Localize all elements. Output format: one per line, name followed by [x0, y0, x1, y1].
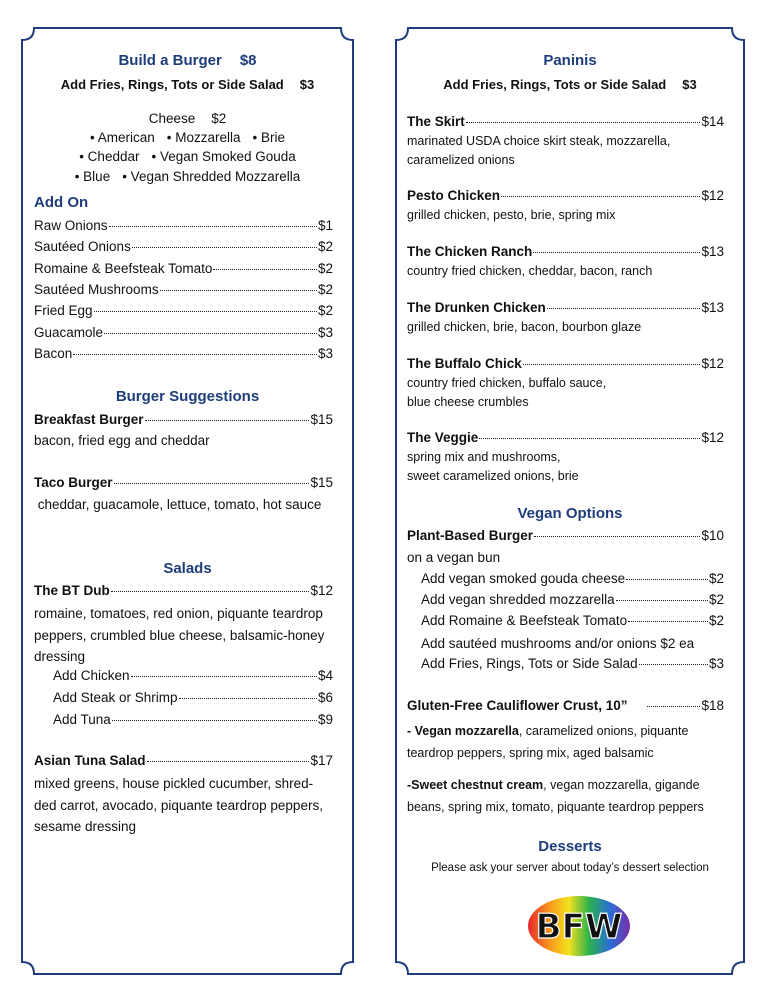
crust-option-2: -Sweet chestnut cream, vegan mozzarella, gigande beans, spring mix, tomato, piquante teardrop peppers	[407, 778, 704, 814]
addon-item: Bacon $3	[34, 346, 333, 361]
paninis-sides: Add Fries, Rings, Tots or Side Salad $3	[443, 77, 697, 92]
item-description: grilled chicken, pesto, brie, spring mix	[407, 208, 616, 222]
addon-item: Guacamole $3	[34, 325, 333, 340]
vegan-add-item: Add Romaine & Beefsteak Tomato $2	[421, 613, 724, 628]
menu-item-the-skirt: The Skirt $14	[407, 114, 724, 129]
cheese-row-3: • Blue • Vegan Shredded Mozzarella	[74, 169, 301, 184]
item-description: romaine, tomatoes, red onion, piquante teardrop peppers, crumbled blue cheese, balsamic-honey dressing	[34, 606, 325, 664]
menu-item-taco-burger: Taco Burger $15	[34, 475, 333, 490]
burger-suggestions-heading: Burger Suggestions	[115, 388, 260, 405]
addon-item: Sautéed Onions $2	[34, 239, 333, 254]
item-description: grilled chicken, brie, bacon, bourbon glaze	[407, 320, 642, 334]
vegan-add-item: Add Fries, Rings, Tots or Side Salad $3	[421, 656, 724, 671]
bfw-logo	[526, 894, 632, 958]
menu-item-drunken-chicken: The Drunken Chicken $13	[407, 300, 724, 315]
item-description: marinated USDA choice skirt steak, mozzarella, caramelized onions	[407, 134, 671, 167]
menu-item-breakfast-burger: Breakfast Burger $15	[34, 412, 333, 427]
add-on-heading: Add On	[34, 194, 89, 211]
item-description: bacon, fried egg and cheddar	[34, 433, 210, 448]
left-menu-panel	[20, 26, 355, 976]
item-description: country fried chicken, cheddar, bacon, ranch	[407, 264, 653, 278]
svg-text:BFW: BFW	[535, 907, 623, 947]
salad-add-item: Add Tuna $9	[53, 712, 333, 727]
addon-item: Sautéed Mushrooms $2	[34, 282, 333, 297]
build-a-burger-sides: Add Fries, Rings, Tots or Side Salad $3	[60, 77, 315, 92]
vegan-options-heading: Vegan Options	[517, 505, 623, 522]
menu-item-buffalo-chick: The Buffalo Chick $12	[407, 356, 724, 371]
menu-item-gluten-free-crust: Gluten-Free Cauliflower Crust, 10” $18	[407, 698, 724, 713]
crust-option-1: - Vegan mozzarella, caramelized onions, piquante teardrop peppers, spring mix, aged balsamic	[407, 724, 689, 760]
menu-item-bt-dub: The BT Dub $12	[34, 583, 333, 598]
addon-item: Raw Onions $1	[34, 218, 333, 233]
addon-item: Fried Egg $2	[34, 303, 333, 318]
item-description: country fried chicken, buffalo sauce, blue cheese crumbles	[407, 376, 607, 409]
salads-heading: Salads	[163, 560, 212, 577]
vegan-add-item: Add vegan smoked gouda cheese $2	[421, 571, 724, 586]
cheese-heading: Cheese $2	[148, 111, 227, 126]
build-a-burger-title: Build a Burger $8	[118, 52, 257, 69]
vegan-add-item: Add sautéed mushrooms and/or onions $2 ea	[421, 636, 695, 651]
item-description: cheddar, guacamole, lettuce, tomato, hot sauce	[34, 497, 322, 512]
menu-item-the-veggie: The Veggie $12	[407, 430, 724, 445]
salad-add-item: Add Steak or Shrimp $6	[53, 690, 333, 705]
salad-add-item: Add Chicken $4	[53, 668, 333, 683]
menu-item-pesto-chicken: Pesto Chicken $12	[407, 188, 724, 203]
item-description: spring mix and mushrooms, sweet caramelized onions, brie	[407, 450, 579, 483]
cheese-row-2: • Cheddar • Vegan Smoked Gouda	[79, 149, 296, 164]
addon-item: Romaine & Beefsteak Tomato $2	[34, 261, 333, 276]
desserts-heading: Desserts	[538, 838, 602, 855]
item-description: on a vegan bun	[407, 550, 501, 565]
cheese-row-1: • American • Mozzarella • Brie	[90, 130, 285, 145]
menu-item-asian-tuna-salad: Asian Tuna Salad $17	[34, 753, 333, 768]
menu-item-chicken-ranch: The Chicken Ranch $13	[407, 244, 724, 259]
vegan-add-item: Add vegan shredded mozzarella $2	[421, 592, 724, 607]
right-menu-panel	[394, 26, 746, 976]
desserts-note: Please ask your server about today’s dessert selection	[431, 862, 709, 874]
item-description: mixed greens, house pickled cucumber, shred- ded carrot, avocado, piquante teardrop peppers, sesame dressing	[34, 776, 323, 834]
paninis-heading: Paninis	[543, 52, 597, 69]
menu-item-plant-based-burger: Plant-Based Burger $10	[407, 528, 724, 543]
